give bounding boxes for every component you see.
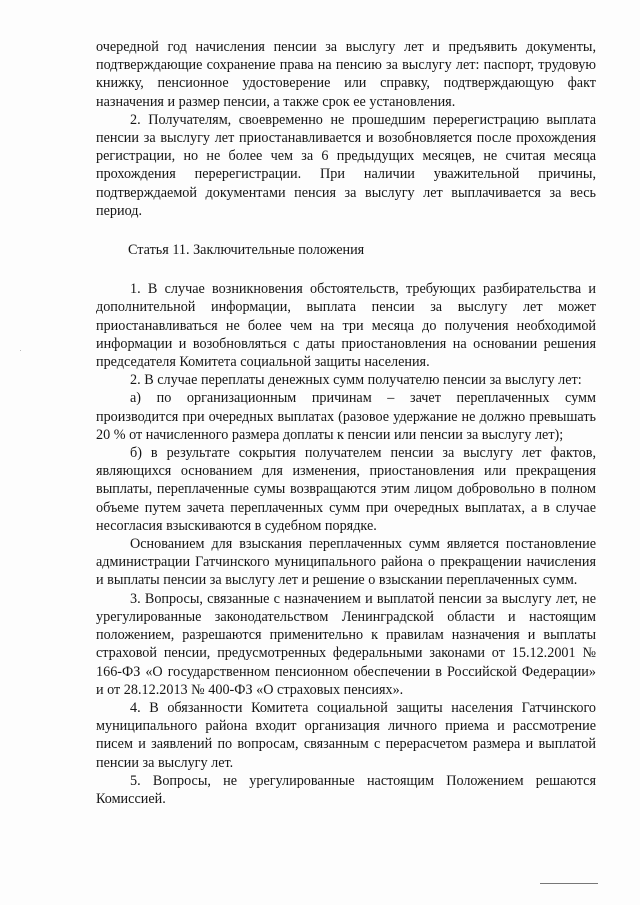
- paragraph-re-registration: 2. Получателям, своевременно не прошедшим перерегистрацию выплата пенсии за выслугу лет приостанавливается и возобновляется после прохождения регистрации, но не более чем за 6 предыдущих месяцев, не считая месяца прохождения перерегистрации. При наличии уважительной причины, подтверждаемой документами пенсия за выслугу лет выплачивается за весь период.: [96, 111, 596, 219]
- footer-rule: [540, 883, 598, 884]
- paragraph-continuation: очередной год начисления пенсии за выслугу лет и предъявить документы, подтверждающие сохранение права на пенсию за выслугу лет: паспорт, трудовую книжку, пенсионное удостоверение или справку, подтверждающую факт назначения и размер пенсии, а также срок ее установления.: [96, 39, 596, 110]
- scan-speck: [20, 350, 21, 351]
- paragraph-commission: 5. Вопросы, не урегулированные настоящим Положением решаются Комиссией.: [96, 772, 596, 807]
- paragraph-committee-duties: 4. В обязанности Комитета социальной защиты населения Гатчинского муниципального района входит организация личного приема и рассмотрение писем и заявлений по вопросам, связанным с перерасчетом размера и выплатой пенсии за выслугу лет.: [96, 699, 596, 771]
- paragraph-recovery-basis: Основанием для взыскания переплаченных сумм является постановление администрации Гатчинского муниципального района о прекращении начисления и выплаты пенсии за выслугу лет и решение о взыскании переплаченных сумм.: [96, 536, 596, 589]
- article-heading: Статья 11. Заключительные положения: [128, 242, 365, 259]
- paragraph-federal-laws: 3. Вопросы, связанные с назначением и выплатой пенсии за выслугу лет, не урегулированные законодательством Ленинградской области и настоящим положением, разрешаются применительно к правилам назначения и выплаты страховой пенсии, предусмотренных федеральными законами от 15.12.2001 № 166-ФЗ «О государственном пенсионном обеспечении в Российской Федерации» и от 28.12.2013 № 400-ФЗ «О страховых пенсиях».: [96, 590, 596, 698]
- paragraph-suspension: 1. В случае возникновения обстоятельств, требующих разбирательства и дополнительной информации, выплата пенсии за выслугу лет может приостанавливаться не более чем на три месяца до получения необходимой информации и возобновляться с даты приостановления на основании решения председателя Комитета социальной защиты населения.: [96, 281, 596, 371]
- paragraph-overpayment: 2. В случае переплаты денежных сумм получателю пенсии за выслугу лет:: [130, 372, 582, 389]
- paragraph-overpayment-b: б) в результате сокрытия получателем пенсии за выслугу лет фактов, являющихся основанием для изменения, приостановления или прекращения выплаты, переплаченные сумы возвращаются этим лицом добровольно в полном объеме путем зачета переплаченных сумм при очередных выплатах, а в случае несогласия взыскиваются в судебном порядке.: [96, 445, 596, 534]
- paragraph-overpayment-a: а) по организационным причинам – зачет переплаченных сумм производится при очередных выплатах (разовое удержание не должно превышать 20 % от начисленного размера доплаты к пенсии или пенсии за выслугу лет);: [96, 390, 596, 443]
- document-body: [96, 38, 596, 808]
